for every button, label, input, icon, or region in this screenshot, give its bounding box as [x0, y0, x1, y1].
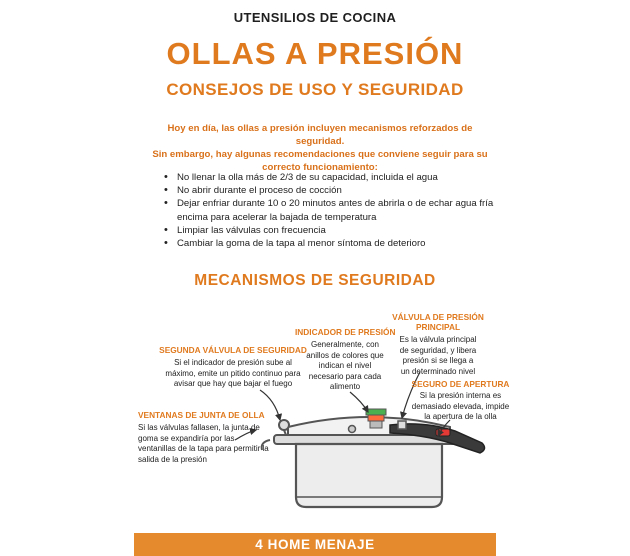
description-line: de seguridad, y libera — [399, 345, 477, 355]
list-item: • Cambiar la goma de la tapa al menor síntoma de deterioro — [162, 237, 502, 250]
list-item: • Limpiar las válvulas con frecuencia — [162, 224, 502, 237]
page-subtitle: CONSEJOS DE USO Y SEGURIDAD — [166, 80, 464, 99]
description-line: indican el nivel — [318, 361, 372, 370]
callout-indicador-presion — [295, 327, 395, 393]
callout-description — [138, 423, 278, 465]
callout-ventanas-junta — [138, 410, 278, 465]
callout-valvula-principal — [388, 312, 488, 377]
intro-line: correcto funcionamiento: — [262, 162, 378, 173]
callout-title: VENTANAS DE JUNTA DE OLLA — [138, 410, 265, 420]
callout-title: INDICADOR DE PRESIÓN — [295, 327, 396, 337]
description-line: un determinado nivel — [400, 366, 476, 376]
description-line: Generalmente, con — [310, 340, 380, 349]
callout-segunda-valvula — [158, 345, 308, 390]
description-line: avisar que hay que bajar el fuego — [173, 379, 293, 388]
description-line: alimento — [329, 382, 361, 391]
description-line: Si las válvulas fallasen, la junta de — [138, 423, 260, 432]
description-line: Es la válvula principal — [399, 335, 477, 344]
callout-description — [158, 358, 308, 390]
intro-line: Hoy en día, las ollas a presión incluyen mecanismos reforzados de seguridad. — [167, 123, 473, 147]
eyebrow-category: UTENSILIOS DE COCINA — [233, 10, 397, 25]
description-line: necesario para cada — [308, 371, 382, 381]
callout-title: PRINCIPAL — [415, 322, 461, 332]
callout-seguro-apertura — [408, 379, 513, 423]
list-item: • No llenar la olla más de 2/3 de su capacidad, incluida el agua — [162, 171, 502, 184]
list-item: • No abrir durante el proceso de cocción — [162, 184, 502, 197]
description-line: goma se expandiría por las — [138, 433, 235, 443]
intro-line: Sin embargo, hay algunas recomendaciones que conviene seguir para su — [152, 149, 488, 160]
description-line: anillos de colores que — [306, 350, 384, 360]
callout-description — [408, 391, 513, 423]
section-title: MECANISMOS DE SEGURIDAD — [194, 272, 436, 289]
callout-description — [295, 340, 395, 393]
description-line: la apertura de la olla — [424, 412, 497, 421]
description-line: máximo, emite un pitido continuo para — [165, 368, 301, 378]
description-line: ventanillas de la tapa para permitir la — [138, 444, 269, 453]
callout-title: SEGURO DE APERTURA — [411, 379, 510, 389]
page-title: OLLAS A PRESIÓN — [166, 36, 464, 71]
description-line: demasiado elevada, impide — [411, 401, 510, 411]
description-line: Si el indicador de presión sube al — [174, 358, 292, 367]
description-line: presión si se llega a — [402, 356, 474, 365]
description-line: salida de la presión — [138, 454, 207, 464]
footer-brand-bar: 4 HOME MENAJE — [134, 533, 496, 556]
list-item: • Dejar enfriar durante 10 o 20 minutos antes de abrirla o de echar agua fría encima para acelerar la bajada de temperatura — [162, 197, 502, 223]
callout-title: SEGUNDA VÁLVULA DE SEGURIDAD — [159, 345, 307, 355]
description-line: Si la presión interna es — [419, 391, 502, 400]
callout-description — [388, 335, 488, 377]
callout-title: VÁLVULA DE PRESIÓN — [392, 312, 484, 322]
